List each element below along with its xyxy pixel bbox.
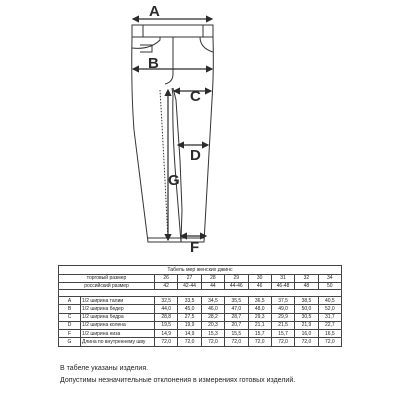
trade-size-cell: 30 bbox=[248, 275, 271, 283]
ru-size-cell: 50 bbox=[318, 282, 341, 290]
table-row bbox=[59, 305, 342, 313]
measure-label: 1/2 ширина низа bbox=[81, 330, 155, 338]
trade-size-cell: 34 bbox=[318, 275, 341, 283]
trade-size-cell: 29 bbox=[225, 275, 248, 283]
measure-value: 21,1 bbox=[248, 321, 271, 329]
trade-size-cell: 31 bbox=[271, 275, 294, 283]
measure-value: 20,3 bbox=[201, 321, 224, 329]
dim-label-b: B bbox=[148, 55, 159, 72]
measure-value: 34,5 bbox=[201, 297, 224, 305]
measure-value: 38,5 bbox=[295, 297, 318, 305]
trade-size-cell: 28 bbox=[201, 275, 224, 283]
measure-key: B bbox=[59, 305, 81, 313]
measure-value: 72,0 bbox=[178, 338, 201, 346]
measure-value: 14,9 bbox=[178, 330, 201, 338]
table-row bbox=[59, 338, 342, 346]
measure-value: 19,9 bbox=[178, 321, 201, 329]
table-row bbox=[59, 297, 342, 305]
note-line-1: В табеле указаны изделия. bbox=[60, 365, 149, 372]
trade-size-cell: 27 bbox=[178, 275, 201, 283]
measure-value: 15,3 bbox=[201, 330, 224, 338]
ru-size-cell: 44-46 bbox=[225, 282, 248, 290]
measure-key: D bbox=[59, 321, 81, 329]
measure-value: 33,5 bbox=[178, 297, 201, 305]
measure-value: 52,0 bbox=[318, 305, 341, 313]
measure-value: 15,7 bbox=[271, 330, 294, 338]
measure-value: 32,5 bbox=[155, 297, 178, 305]
trade-size-cell: 32 bbox=[295, 275, 318, 283]
measure-label: 1/2 ширина бедра bbox=[81, 313, 155, 321]
measure-value: 31,7 bbox=[318, 313, 341, 321]
measure-value: 47,0 bbox=[225, 305, 248, 313]
measure-value: 36,5 bbox=[248, 297, 271, 305]
ru-size-cell: 42 bbox=[155, 282, 178, 290]
measure-label: 1/2 ширина талии bbox=[81, 297, 155, 305]
measure-value: 28,8 bbox=[155, 313, 178, 321]
ru-size-cell: 46-48 bbox=[271, 282, 294, 290]
table-row bbox=[59, 330, 342, 338]
measure-value: 28,7 bbox=[225, 313, 248, 321]
table-title: Табель мер женских джинс bbox=[59, 266, 342, 275]
measure-key: C bbox=[59, 313, 81, 321]
ru-size-row bbox=[59, 282, 342, 290]
dim-label-a: A bbox=[149, 3, 160, 20]
measure-value: 14,9 bbox=[155, 330, 178, 338]
measure-value: 16,0 bbox=[295, 330, 318, 338]
measure-value: 49,0 bbox=[271, 305, 294, 313]
dim-label-d: D bbox=[190, 147, 201, 164]
note-line-2: Допустимы незначительные отклонения в измерениях готовых изделий. bbox=[60, 377, 296, 384]
measure-value: 15,7 bbox=[248, 330, 271, 338]
measure-value: 27,5 bbox=[178, 313, 201, 321]
measure-value: 72,0 bbox=[225, 338, 248, 346]
ru-size-cell: 48 bbox=[295, 282, 318, 290]
ru-size-label: российский размер bbox=[59, 282, 155, 290]
dim-label-c: C bbox=[190, 88, 201, 105]
measure-value: 20,7 bbox=[225, 321, 248, 329]
measure-value: 48,0 bbox=[248, 305, 271, 313]
trade-size-label: торговый размер bbox=[59, 275, 155, 283]
measure-value: 29,3 bbox=[248, 313, 271, 321]
dim-label-f: F bbox=[190, 239, 200, 256]
ru-size-cell: 46 bbox=[248, 282, 271, 290]
measure-value: 19,5 bbox=[155, 321, 178, 329]
measure-value: 72,0 bbox=[248, 338, 271, 346]
measure-key: A bbox=[59, 297, 81, 305]
measure-value: 30,5 bbox=[295, 313, 318, 321]
measure-value: 35,5 bbox=[225, 297, 248, 305]
measure-value: 46,0 bbox=[201, 305, 224, 313]
measure-value: 44,0 bbox=[155, 305, 178, 313]
measure-label: 1/2 ширина колена bbox=[81, 321, 155, 329]
measure-value: 72,0 bbox=[295, 338, 318, 346]
measure-value: 21,9 bbox=[295, 321, 318, 329]
ru-size-cell: 44 bbox=[201, 282, 224, 290]
measure-value: 21,5 bbox=[271, 321, 294, 329]
measure-value: 37,5 bbox=[271, 297, 294, 305]
table-row bbox=[59, 313, 342, 321]
measure-value: 72,0 bbox=[155, 338, 178, 346]
measure-value: 72,0 bbox=[318, 338, 341, 346]
trade-size-row bbox=[59, 275, 342, 283]
measure-value: 15,5 bbox=[225, 330, 248, 338]
table-row bbox=[59, 321, 342, 329]
measure-value: 72,0 bbox=[201, 338, 224, 346]
measure-value: 16,5 bbox=[318, 330, 341, 338]
measure-label: Длина по внутреннему шву bbox=[81, 338, 155, 346]
measure-value: 50,0 bbox=[295, 305, 318, 313]
ru-size-cell: 42-44 bbox=[178, 282, 201, 290]
dim-label-g: G bbox=[168, 172, 180, 189]
jeans-outline bbox=[132, 25, 214, 242]
measure-label: 1/2 ширина бедер bbox=[81, 305, 155, 313]
measure-key: G bbox=[59, 338, 81, 346]
measure-key: F bbox=[59, 330, 81, 338]
measure-value: 29,9 bbox=[271, 313, 294, 321]
measure-value: 22,7 bbox=[318, 321, 341, 329]
measure-value: 72,0 bbox=[271, 338, 294, 346]
measure-value: 28,2 bbox=[201, 313, 224, 321]
measure-value: 40,5 bbox=[318, 297, 341, 305]
measure-value: 45,0 bbox=[178, 305, 201, 313]
trade-size-cell: 26 bbox=[155, 275, 178, 283]
size-chart-table bbox=[58, 265, 342, 347]
